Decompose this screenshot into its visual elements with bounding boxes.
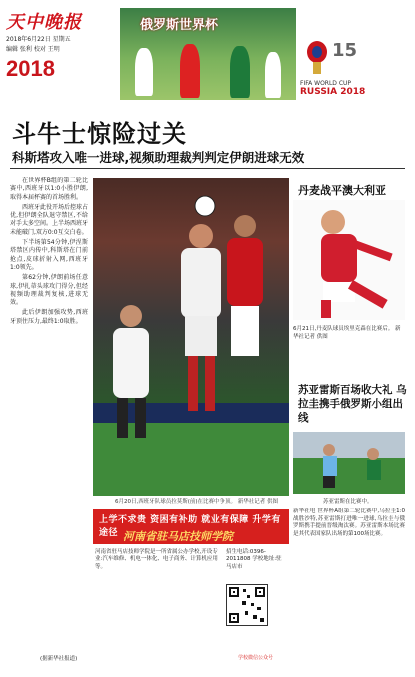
world-cup-name-line: FIFA WORLD CUP — [300, 80, 352, 87]
banner-player — [265, 52, 281, 98]
date-line: 2018年6月22日 星期五 — [6, 36, 71, 43]
year-logo: 2018 — [6, 56, 55, 81]
article-source: (据新华社报道) — [40, 656, 78, 662]
editor-line: 编辑 张利 校对 王明 — [6, 46, 60, 53]
article-headline: 斗牛士惊险过关 — [12, 119, 187, 148]
article-paragraph: 在世界杯B组的第二轮比赛中,西班牙以1:0小胜伊朗,取得本届杯赛的首场胜利。 — [10, 177, 88, 201]
page-number: 15 — [332, 40, 358, 61]
ad-contact: 招生电话:0396-2011808 学校地址:驻马店市 — [226, 549, 282, 570]
side-caption: 苏亚雷斯在比赛中。 — [323, 499, 373, 505]
ad-school-name: 河南省驻马店技师学院 — [123, 530, 233, 543]
photo-illustration — [93, 178, 289, 496]
masthead — [6, 8, 116, 98]
banner-title: 俄罗斯世界杯 — [140, 18, 219, 33]
player-illustration — [293, 200, 405, 320]
main-match-photo — [93, 178, 289, 496]
banner-player — [180, 44, 200, 98]
banner-player — [230, 46, 250, 98]
divider — [10, 168, 405, 169]
side-headline: 苏亚雷斯百场收大礼 乌拉圭携手俄罗斯小组出线 — [298, 384, 407, 424]
side-article-body: 新华社电 世界杯A组第二轮比赛中,乌拉圭1:0战胜沙特,苏亚雷斯打进唯一进球,乌拉圭与俄罗斯携手提前晋级淘汰赛。苏亚雷斯本场比赛是其代表国家队出场的第100场比赛。 — [293, 508, 405, 537]
ad-text: 河南省驻马店技师学院是一所省属公办学校,开设专业:汽车维修、机电一体化、电子商务、计算机应用等。 — [95, 549, 218, 570]
world-cup-trophy-icon — [302, 40, 332, 76]
newspaper-logo: 天中晚报 — [6, 12, 82, 33]
photo-caption: 6月20日,西班牙队球员拉莫斯(前)在比赛中争顶。 新华社记者 供图 — [115, 499, 279, 505]
eriksen-photo — [293, 200, 405, 320]
article-paragraph: 第62分钟,伊朗前场任意球,伊扎蒂头球攻门得分,但经视频助理裁判复核,进球无效。 — [10, 274, 88, 307]
article-paragraph: 西班牙此役开场后控球占优,但伊朗全队退守禁区,不给对手太多空间。上半场西班牙未能破门,双方0:0互交白卷。 — [10, 203, 88, 236]
article-body — [10, 177, 88, 651]
world-cup-name — [300, 80, 410, 97]
banner-player — [135, 48, 153, 96]
qr-code-icon — [226, 584, 268, 626]
suarez-photo — [293, 432, 405, 494]
article-paragraph: 此后伊朗加强攻势,西班牙顶住压力,最终1:0取胜。 — [10, 309, 88, 325]
article-paragraph: 下半场第54分钟,伊涅斯塔禁区内传中,科斯塔在门前抢点,皮球折射入网,西班牙1:0领先。 — [10, 239, 88, 271]
player-illustration — [293, 432, 405, 494]
article-subheadline: 科斯塔攻入唯一进球,视频助理裁判判定伊朗进球无效 — [12, 150, 305, 165]
qr-caption: 学校微信公众号 — [238, 655, 274, 661]
world-cup-host: RUSSIA 2018 — [300, 87, 366, 97]
world-cup-banner — [120, 8, 296, 100]
ad-slogan: 上学不求贵 资困有补助 就业有保障 升学有途径 — [99, 515, 281, 538]
side-headline: 丹麦战平澳大利亚 — [298, 184, 386, 197]
side-caption: 6月21日,丹麦队球员埃里克森在比赛后。 新华社记者 供图 — [293, 326, 401, 340]
school-ad-banner — [93, 509, 289, 544]
